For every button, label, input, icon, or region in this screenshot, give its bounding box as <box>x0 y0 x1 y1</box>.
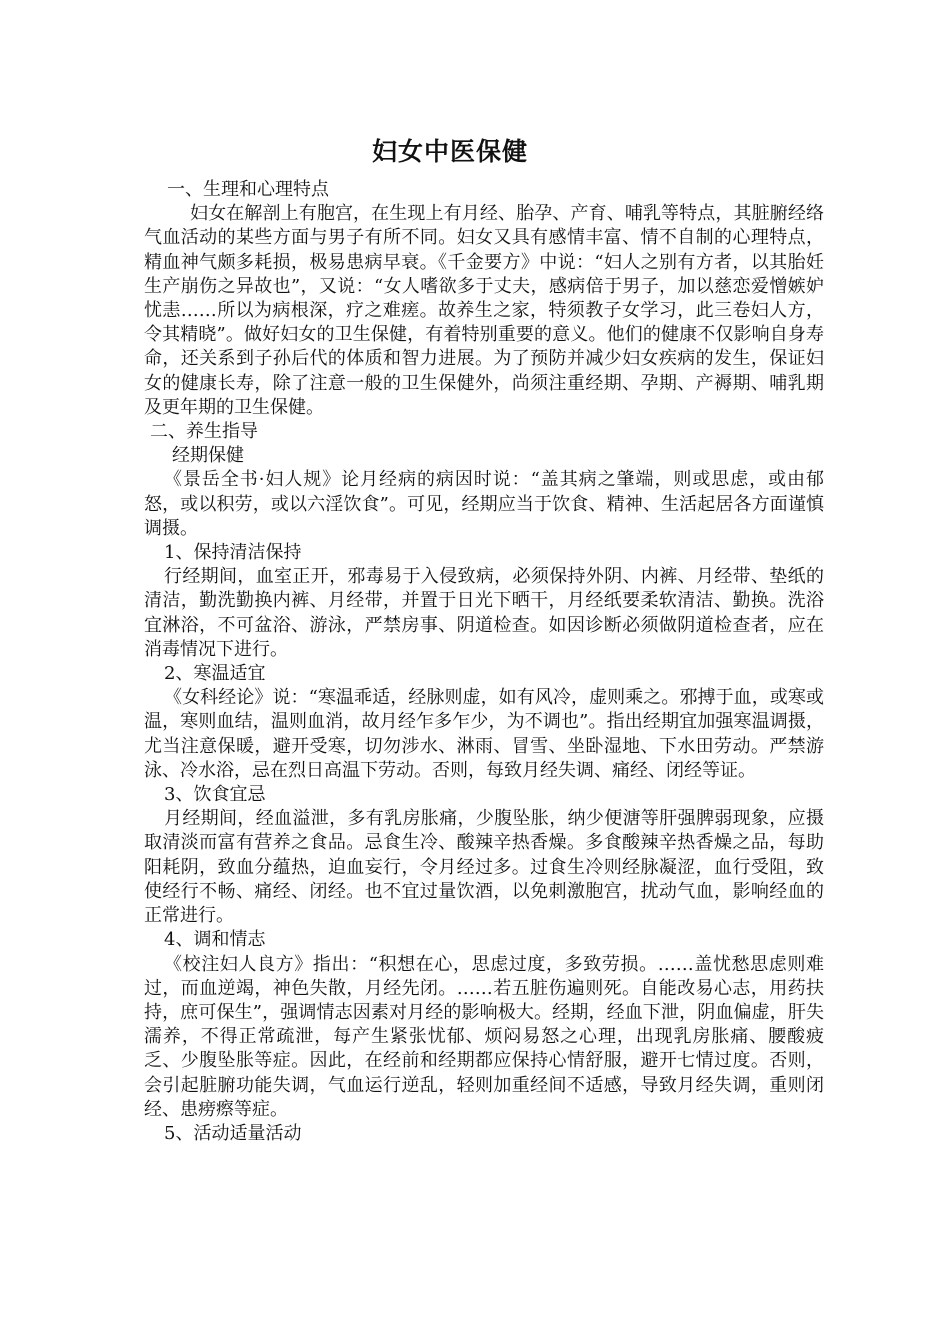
section-heading-health-guidance: 二、养生指导 <box>150 421 258 443</box>
section-heading-physiology: 一、生理和心理特点 <box>167 179 329 200</box>
document-body <box>144 178 824 1146</box>
item-heading-temperature: 2、寒温适宜 <box>164 663 266 685</box>
paragraph-menstrual-intro: 《景岳全书·妇人规》论月经病的病因时说：“盖其病之肇端，则或思虑，或由郁怒，或以积劳，或以六淫饮食”。可见，经期应当于饮食、精神、生活起居各方面谨慎调摄。 <box>144 469 824 539</box>
subheading-menstrual-care: 经期保健 <box>172 445 244 467</box>
item-heading-activity: 5、活动适量活动 <box>164 1122 302 1144</box>
paragraph-emotions: 《校注妇人良方》指出：“积想在心，思虑过度，多致劳损。……盖忧愁思虑则难过，而血逆竭，神色失散，月经先闭。……若五脏伤遍则死。自能改易心志，用药扶持，庶可保生”，强调情志因素对月经的影响极大。经期，经血下泄，阴血偏虚，肝失濡养，不得正常疏泄，每产生紧张忧郁、烦闷易怒之心理，出现乳房胀痛、腰酸疲乏、少腹坠胀等症。因此，在经前和经期都应保持心情舒服，避开七情过度。否则，会引起脏腑功能失调，气血运行逆乱，轻则加重经间不适感，导致月经失调，重则闭经、患痨瘵等症。 <box>144 953 824 1120</box>
item-heading-diet: 3、饮食宜忌 <box>164 784 266 806</box>
item-heading-emotions: 4、调和情志 <box>164 929 266 951</box>
document-title: 妇女中医保健 <box>371 137 528 166</box>
paragraph-physiology: 妇女在解剖上有胞宫，在生现上有月经、胎孕、产育、哺乳等特点，其脏腑经络气血活动的某些方面与男子有所不同。妇女又具有感情丰富、情不自制的心理特点，精血神气颇多耗损，极易患病早衰。《千金要方》中说：“妇人之别有方者，以其胎妊生产崩伤之异故也”，又说：“女人嗜欲多于丈夫，感病倍于男子，加以慈恋爱憎嫉妒忧恚……所以为病根深，疗之难瘥。故养生之家，特须教子女学习，此三卷妇人方，令其精晓”。做好妇女的卫生保健，有着特别重要的意义。他们的健康不仅影响自身寿命，还关系到子孙后代的体质和智力进展。为了预防并减少妇女疾病的发生，保证妇女的健康长寿，除了注意一般的卫生保健外，尚须注重经期、孕期、产褥期、哺乳期及更年期的卫生保健。 <box>144 203 824 418</box>
paragraph-diet: 月经期间，经血溢泄，多有乳房胀痛，少腹坠胀，纳少便溏等肝强脾弱现象，应摄取清淡而富有营养之食品。忌食生冷、酸辣辛热香燥。多食酸辣辛热香燥之品，每助阳耗阴，致血分蕴热，迫血妄行，令月经过多。过食生冷则经脉凝涩，血行受阻，致使经行不畅、痛经、闭经。也不宜过量饮酒，以免刺激胞宫，扰动气血，影响经血的正常进行。 <box>144 808 824 927</box>
item-heading-cleanliness: 1、保持清洁保持 <box>164 542 302 564</box>
paragraph-cleanliness: 行经期间，血室正开，邪毒易于入侵致病，必须保持外阴、内裤、月经带、垫纸的清洁，勤洗勤换内裤、月经带，并置于日光下晒干，月经纸要柔软清洁、勤换。洗浴宜淋浴，不可盆浴、游泳，严禁房事、阴道检查。如因诊断必须做阴道检查者，应在消毒情况下进行。 <box>144 566 824 660</box>
paragraph-temperature: 《女科经论》说：“寒温乖适，经脉则虚，如有风冷，虚则乘之。邪搏于血，或寒或温，寒则血结，温则血消，故月经乍多乍少，为不调也”。指出经期宜加强寒温调摄，尤当注意保暖，避开受寒，切勿涉水、淋雨、冒雪、坐卧湿地、下水田劳动。严禁游泳、冷水浴，忌在烈日高温下劳动。否则，每致月经失调、痛经、闭经等证。 <box>144 687 824 781</box>
